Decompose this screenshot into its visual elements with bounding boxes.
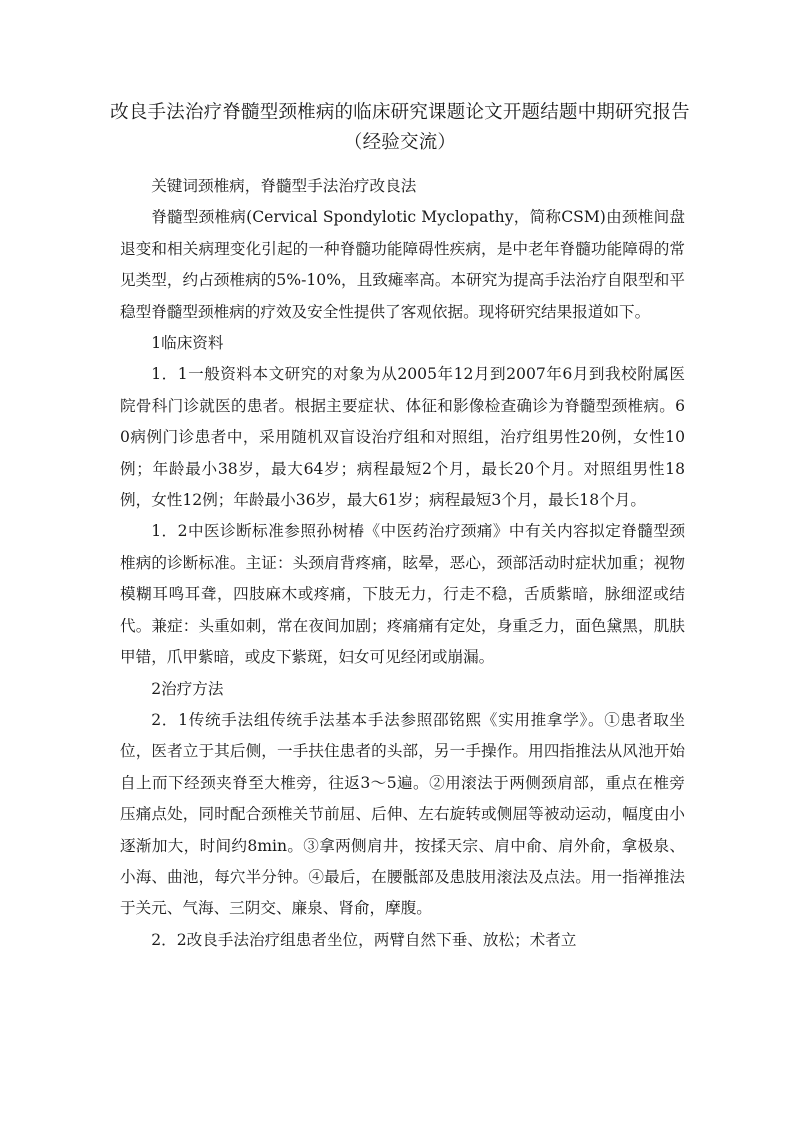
document-body [120,171,685,956]
document-title: 改良手法治疗脊髓型颈椎病的临床研究课题论文开题结题中期研究报告（经验交流） [110,102,690,153]
traditional-method-paragraph: 2．1传统手法组传统手法基本手法参照邵铭熙《实用推拿学》。①患者取坐位，医者立于其后侧，一手扶住患者的头部，另一手操作。用四指推法从风池开始自上而下经颈夹脊至大椎旁，往返3～5遍。②用滚法于两侧颈肩部，重点在椎旁压痛点处，同时配合颈椎关节前屈、后伸、左右旋转或侧屈等被动运动，幅度由小逐渐加大，时间约8min。③拿两侧肩井，按揉天宗、肩中俞、肩外俞，拿极泉、小海、曲池，每穴半分钟。④最后，在腰骶部及患肢用滚法及点法。用一指禅推法于关元、气海、三阴交、廉泉、肾俞，摩腹。 [120,710,685,918]
diagnosis-criteria-paragraph: 1．2中医诊断标准参照孙树椿《中医药治疗颈痛》中有关内容拟定脊髓型颈椎病的诊断标准。主证：头颈肩背疼痛，眩晕，恶心，颈部活动时症状加重；视物模糊耳鸣耳聋，四肢麻木或疼痛，下肢无力，行走不稳，舌质紫暗，脉细涩或结代。兼症：头重如刺，常在夜间加剧；疼痛痛有定处，身重乏力，面色黛黑，肌肤甲错，爪甲紫暗，或皮下紫斑，妇女可见经闭或崩漏。 [120,522,685,667]
intro-paragraph: 脊髓型颈椎病(Cervical Spondylotic Myclopathy，简称CSM)由颈椎间盘退变和相关病理变化引起的一种脊髓功能障碍性疾病，是中老年脊髓功能障碍的常见类型，约占颈椎病的5%-10%，且致瘫率高。本研究为提高手法治疗自限型和平稳型脊髓型颈椎病的疗效及安全性提供了客观依据。现将研究结果报道如下。 [120,208,685,321]
section-heading-clinical-data: 1临床资料 [151,334,224,353]
general-data-paragraph: 1．1一般资料本文研究的对象为从2005年12月到2007年6月到我校附属医院骨科门诊就医的患者。根据主要症状、体征和影像检查确诊为脊髓型颈椎病。60病例门诊患者中，采用随机双盲设治疗组和对照组，治疗组男性20例，女性10例；年龄最小38岁，最大64岁；病程最短2个月，最长20个月。对照组男性18例，女性12例；年龄最小36岁，最大61岁；病程最短3个月，最长18个月。 [120,365,685,510]
keywords-paragraph: 关键词颈椎病，脊髓型手法治疗改良法 [151,177,417,195]
section-heading-treatment-methods: 2治疗方法 [151,679,224,698]
improved-method-paragraph: 2．2改良手法治疗组患者坐位，两臂自然下垂、放松；术者立 [151,930,577,949]
